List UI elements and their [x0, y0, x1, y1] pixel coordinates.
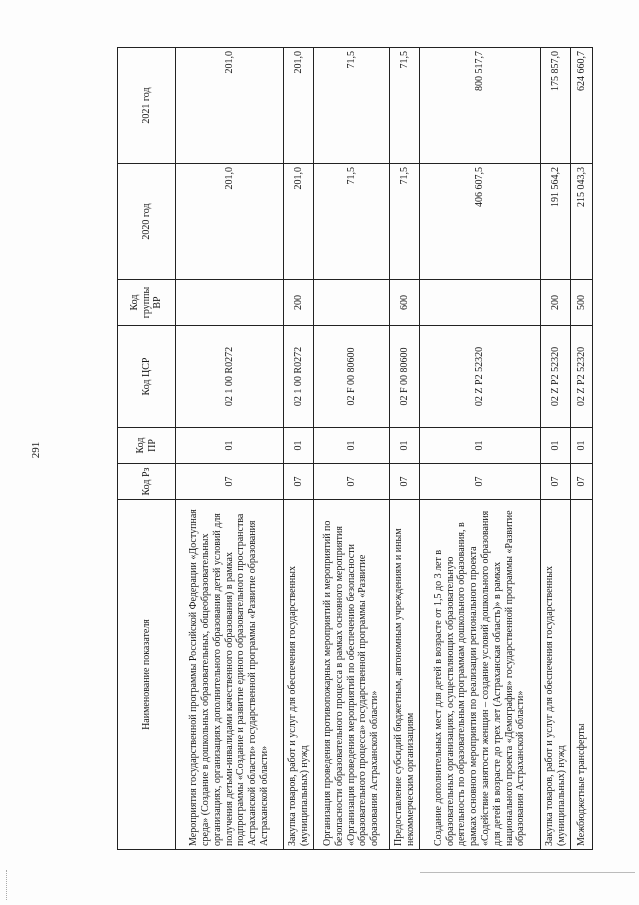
row-csr: 02 1 00 R0272 — [176, 326, 284, 428]
row-csr: 02 F 00 80600 — [390, 326, 420, 428]
row-rz: 07 — [314, 464, 390, 500]
row-pr: 01 — [284, 428, 314, 464]
row-2021: 71,5 — [390, 48, 420, 164]
header-vr: Код группы ВР — [118, 280, 176, 326]
row-2020: 71,5 — [314, 164, 390, 280]
row-2021: 201,0 — [284, 48, 314, 164]
row-rz: 07 — [420, 464, 541, 500]
row-name: Создание дополнительных мест для детей в возрасте от 1,5 до 3 лет в образовательных организациях, осуществляющих образовательную деятельность по образовательным программам дошкольного образования, в рамках основного мероприятия по реализации регионального проекта «Содействие занятости женщин – создание условий дошкольного образования для детей в возрасте до трех лет (Астраханская область)» в рамках национального проекта «Демография» государственной программы «Развитие образования Астраханской области» — [420, 500, 541, 850]
row-name: Мероприятия государственной программы Российской Федерации «Доступная среда» (Создание в дошкольных образовательных, общеобразовательных организациях, организациях дополнительного образования детей условий для получения детьми-инвалидами качественного образования) в рамках подпрограммы «Создание и развитие единого образовательного пространства Астраханской области» государственной программы «Развитие образования Астраханской области» — [176, 500, 284, 850]
row-2021: 201,0 — [176, 48, 284, 164]
row-2020: 201,0 — [284, 164, 314, 280]
row-2021: 800 517,7 — [420, 48, 541, 164]
row-name: Предоставление субсидий бюджетным, автономным учреждениям и иным некоммерческим организациям — [390, 500, 420, 850]
header-name: Наименование показателя — [118, 500, 176, 850]
table-header-row — [118, 48, 176, 850]
row-rz: 07 — [284, 464, 314, 500]
table-row — [314, 48, 390, 850]
table-row — [390, 48, 420, 850]
row-2020: 215 043,3 — [571, 164, 593, 280]
row-rz: 07 — [390, 464, 420, 500]
rotated-page-content — [117, 48, 587, 850]
row-vr — [420, 280, 541, 326]
header-2021: 2021 год — [118, 48, 176, 164]
row-2021: 175 857,0 — [541, 48, 571, 164]
header-rz: Код Рз — [118, 464, 176, 500]
row-2021: 71,5 — [314, 48, 390, 164]
row-csr: 02 Z P2 52320 — [420, 326, 541, 428]
row-vr: 600 — [390, 280, 420, 326]
row-csr: 02 Z P2 52320 — [541, 326, 571, 428]
scan-edge-line — [420, 872, 635, 873]
table-row — [420, 48, 541, 850]
table-row — [541, 48, 571, 850]
header-2020: 2020 год — [118, 164, 176, 280]
row-rz: 07 — [541, 464, 571, 500]
row-pr: 01 — [571, 428, 593, 464]
budget-table — [117, 47, 593, 850]
page-number: 291 — [30, 441, 42, 459]
row-rz: 07 — [571, 464, 593, 500]
table-row — [176, 48, 284, 850]
row-rz: 07 — [176, 464, 284, 500]
row-name: Закупка товаров, работ и услуг для обеспечения государственных (муниципальных) нужд — [284, 500, 314, 850]
row-pr: 01 — [314, 428, 390, 464]
row-2021: 624 660,7 — [571, 48, 593, 164]
row-csr: 02 Z P2 52320 — [571, 326, 593, 428]
row-name: Организация проведения противопожарных мероприятий и мероприятий по безопасности образовательного процесса в рамках основного мероприятия «Организация проведения мероприятий по обеспечению безопасности образовательного процесса» государственной программы «Развитие образования Астраханской области» — [314, 500, 390, 850]
row-vr: 200 — [541, 280, 571, 326]
row-csr: 02 F 00 80600 — [314, 326, 390, 428]
row-2020: 71,5 — [390, 164, 420, 280]
row-pr: 01 — [176, 428, 284, 464]
header-pr: Код ПР — [118, 428, 176, 464]
row-2020: 201,0 — [176, 164, 284, 280]
header-csr: Код ЦСР — [118, 326, 176, 428]
row-vr — [176, 280, 284, 326]
row-2020: 191 564,2 — [541, 164, 571, 280]
row-vr: 500 — [571, 280, 593, 326]
table-row — [571, 48, 593, 850]
row-name: Закупка товаров, работ и услуг для обеспечения государственных (муниципальных) нужд — [541, 500, 571, 850]
table-row — [284, 48, 314, 850]
row-name: Межбюджетные трансферты — [571, 500, 593, 850]
scan-margin-mark — [6, 870, 9, 900]
row-2020: 406 607,5 — [420, 164, 541, 280]
row-csr: 02 1 00 R0272 — [284, 326, 314, 428]
row-pr: 01 — [390, 428, 420, 464]
row-vr: 200 — [284, 280, 314, 326]
row-vr — [314, 280, 390, 326]
row-pr: 01 — [420, 428, 541, 464]
row-pr: 01 — [541, 428, 571, 464]
